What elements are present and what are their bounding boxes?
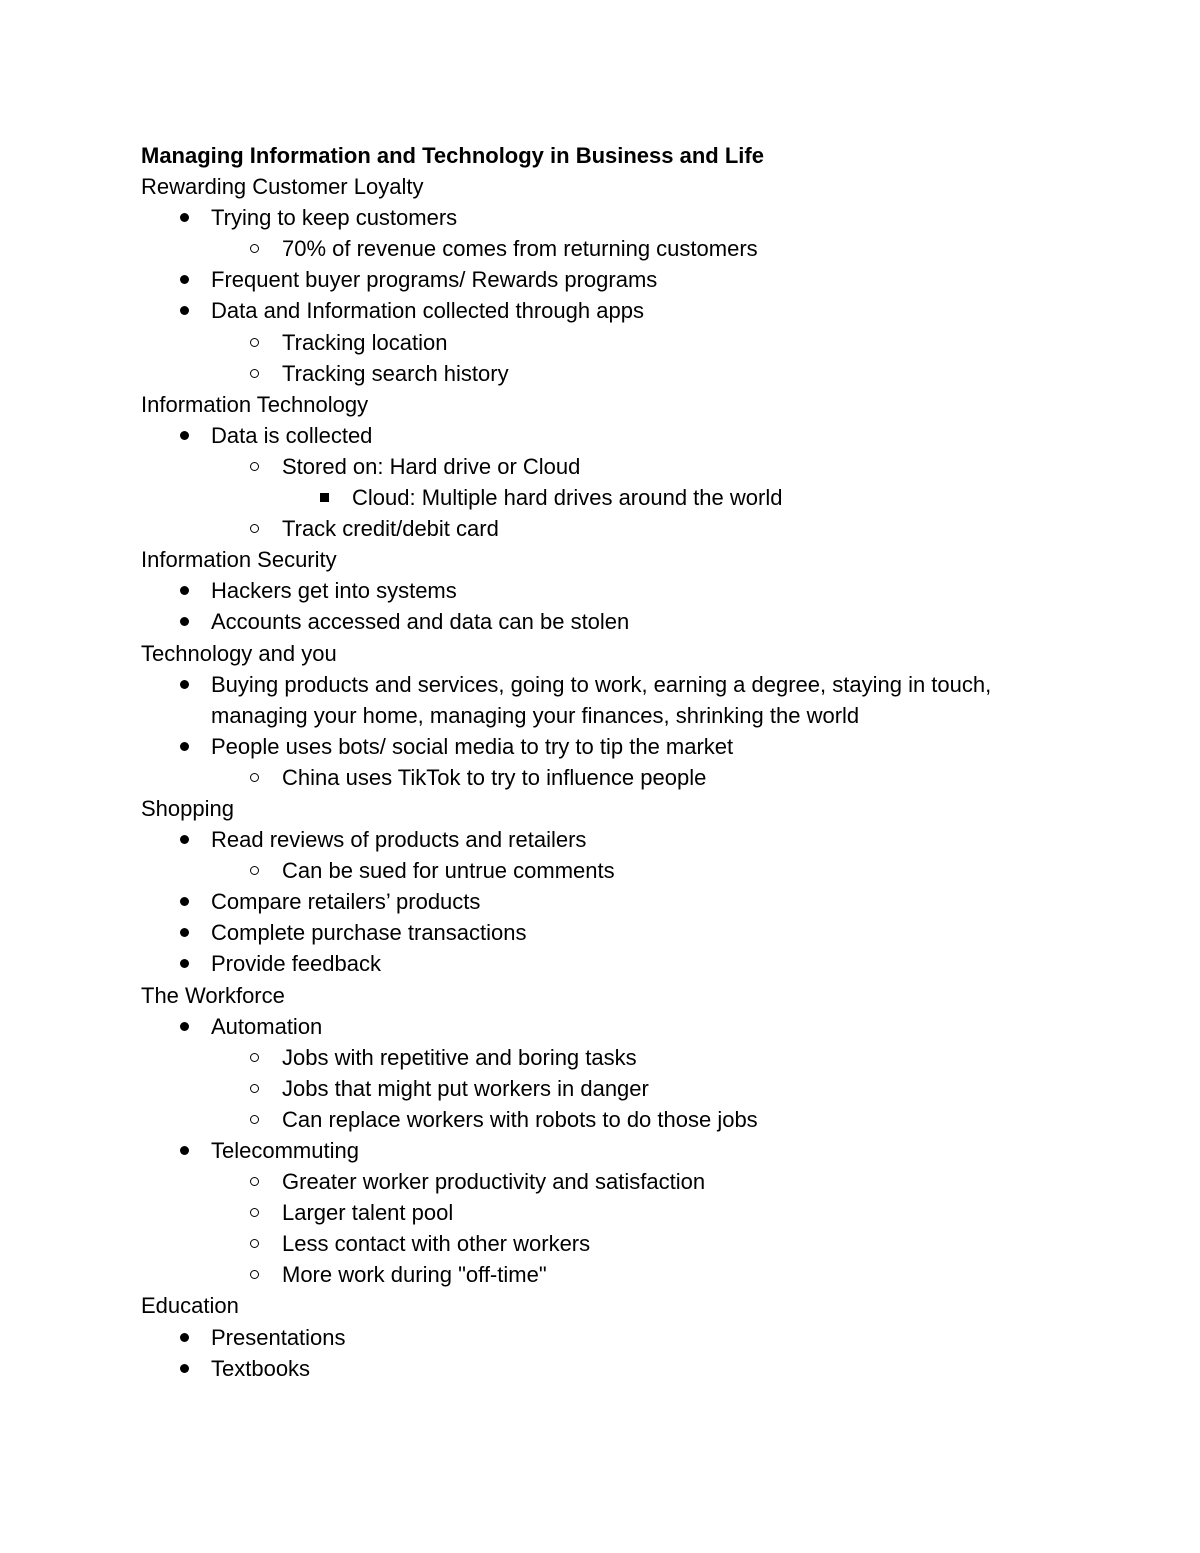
list-item (141, 1197, 1101, 1228)
bullet-dot-icon (177, 886, 207, 917)
list-item-text: People uses bots/ social media to try to tip the market (211, 733, 734, 759)
list-item-text: Jobs with repetitive and boring tasks (282, 1044, 637, 1070)
section-heading (141, 171, 1101, 202)
bullet-dot-icon (177, 606, 207, 637)
bullet-dot-icon (177, 917, 207, 948)
list-item (141, 1228, 1101, 1259)
list-item-text: Compare retailers’ products (211, 889, 481, 915)
list-item-text: China uses TikTok to try to influence people (282, 764, 707, 790)
list-item (141, 420, 1101, 451)
list-item (141, 1322, 1101, 1353)
list-item-text: Can be sued for untrue comments (282, 858, 615, 884)
bullet-circle-icon (247, 1259, 277, 1290)
list-item-text: Less contact with other workers (282, 1231, 591, 1257)
list-item (141, 669, 1101, 700)
section-heading (141, 1290, 1101, 1321)
bullet-dot-icon (177, 264, 207, 295)
section-heading (141, 793, 1101, 824)
list-item-text: Frequent buyer programs/ Rewards programs (211, 267, 658, 293)
bullet-circle-icon (247, 855, 277, 886)
list-item (141, 233, 1101, 264)
bullet-circle-icon (247, 513, 277, 544)
bullet-dot-icon (177, 420, 207, 451)
section-heading (141, 389, 1101, 420)
list-item-text: Buying products and services, going to work, earning a degree, staying in touch, (211, 671, 992, 697)
section-heading (141, 980, 1101, 1011)
list-item-text: Tracking search history (282, 360, 509, 386)
list-item-text: Technology and you (141, 640, 337, 666)
bullet-dot-icon (177, 575, 207, 606)
list-item-text: Telecommuting (211, 1138, 359, 1163)
list-item-text: More work during "off-time" (282, 1262, 547, 1288)
list-item-text: Education (141, 1293, 239, 1319)
list-item (141, 1104, 1101, 1135)
list-item-text: 70% of revenue comes from returning customers (282, 236, 758, 262)
list-item (141, 482, 1101, 513)
list-item-text: The Workforce (141, 982, 285, 1008)
list-item-text: Accounts accessed and data can be stolen (211, 609, 630, 635)
bullet-circle-icon (247, 233, 277, 264)
list-item (141, 202, 1101, 233)
list-item (141, 762, 1101, 793)
list-item (141, 917, 1101, 948)
list-item (141, 1011, 1101, 1042)
list-item-continuation: managing your home, managing your finances, shrinking the world (211, 702, 860, 728)
list-item-text: Data is collected (211, 422, 373, 448)
bullet-circle-icon (247, 358, 277, 389)
list-item (141, 358, 1101, 389)
list-item (141, 886, 1101, 917)
bullet-circle-icon (247, 1197, 277, 1228)
list-item-text: Automation (211, 1013, 323, 1039)
list-item-text: Trying to keep customers (211, 205, 458, 231)
bullet-dot-icon (177, 1353, 207, 1384)
list-item-text: Greater worker productivity and satisfaction (282, 1169, 706, 1195)
list-item (141, 731, 1101, 762)
list-item-text: Jobs that might put workers in danger (282, 1075, 649, 1101)
list-item-text: Read reviews of products and retailers (211, 827, 587, 853)
list-item-text: Rewarding Customer Loyalty (141, 174, 424, 200)
bullet-dot-icon (177, 948, 207, 979)
bullet-dot-icon (177, 1135, 207, 1166)
bullet-dot-icon (177, 669, 207, 700)
list-item-text: Data and Information collected through apps (211, 298, 644, 324)
list-item-text: Stored on: Hard drive or Cloud (282, 453, 581, 479)
list-item (141, 1259, 1101, 1290)
list-item (141, 824, 1101, 855)
bullet-dot-icon (177, 824, 207, 855)
outline-list (141, 171, 1101, 1384)
list-item (141, 1166, 1101, 1197)
list-item-text: Textbooks (211, 1355, 311, 1381)
bullet-dot-icon (177, 731, 207, 762)
bullet-dot-icon (177, 202, 207, 233)
bullet-circle-icon (247, 762, 277, 793)
list-item (141, 855, 1101, 886)
list-item (141, 295, 1101, 326)
bullet-circle-icon (247, 1042, 277, 1073)
bullet-circle-icon (247, 1104, 277, 1135)
document-title: Managing Information and Technology in Business and Life (141, 143, 764, 168)
list-item-text: Tracking location (282, 329, 448, 355)
list-item-text: Track credit/debit card (282, 516, 499, 542)
list-item-text: Cloud: Multiple hard drives around the world (352, 485, 783, 511)
bullet-square-icon (317, 482, 347, 513)
list-item-text: Hackers get into systems (211, 578, 457, 604)
bullet-circle-icon (247, 1166, 277, 1197)
list-item (141, 1135, 1101, 1166)
list-item (141, 606, 1101, 637)
bullet-circle-icon (247, 327, 277, 358)
list-item (141, 264, 1101, 295)
list-item-text: Larger talent pool (282, 1200, 454, 1226)
list-item-text: Presentations (211, 1324, 346, 1350)
list-item (141, 1353, 1101, 1384)
list-item (141, 575, 1101, 606)
list-item (141, 451, 1101, 482)
list-item-text: Provide feedback (211, 951, 381, 977)
bullet-dot-icon (177, 1322, 207, 1353)
bullet-dot-icon (177, 295, 207, 326)
bullet-dot-icon (177, 1011, 207, 1042)
document-body (141, 140, 1101, 1384)
list-item-text: Information Technology (141, 391, 369, 417)
list-item-text: Shopping (141, 795, 234, 821)
bullet-circle-icon (247, 451, 277, 482)
list-item-text: Information Security (141, 547, 337, 573)
section-heading (141, 544, 1101, 575)
list-item (141, 513, 1101, 544)
list-item-text: Complete purchase transactions (211, 920, 527, 946)
list-item (141, 327, 1101, 358)
list-item (141, 1042, 1101, 1073)
section-heading (141, 638, 1101, 669)
list-item (141, 948, 1101, 979)
bullet-circle-icon (247, 1073, 277, 1104)
list-item (141, 1073, 1101, 1104)
bullet-circle-icon (247, 1228, 277, 1259)
list-item-text: Can replace workers with robots to do those jobs (282, 1106, 758, 1132)
